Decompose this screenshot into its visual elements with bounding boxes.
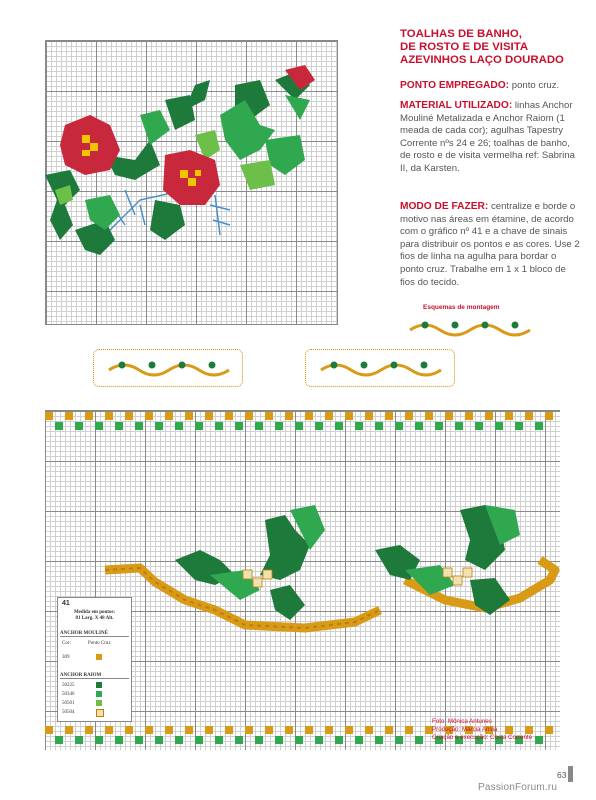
esquema-label: Esquemas de montagem xyxy=(423,304,500,311)
material-text: linhas Anchor Mouliné Metalizada e Anchor Raiom (1 meada de cada cor); agulhas Tapestry Corrente nºs 24 e 26; toalhas de banho, de rosto e de visita vermelha ref: Sabrina II, da Karsten. xyxy=(400,100,575,174)
raiom-row-3: 50501 xyxy=(62,701,75,706)
modo-text: centralize e borde o motivo nas áreas em étamine, de acordo com o gráfico nº 41 e a chave de sinais para distribuir os pontos e as cores. Use 2 fios de linha na agulha para bordar o ponto cruz. Trabalhe em 1 x 1 bloco de fios do tecido. xyxy=(400,201,580,288)
page-marker-bar xyxy=(568,766,573,782)
modo-paragraph xyxy=(400,201,580,289)
cream-swatch xyxy=(96,709,104,717)
dark-green-swatch xyxy=(96,682,102,688)
ponto-text: ponto cruz. xyxy=(509,80,560,91)
material-paragraph xyxy=(400,100,580,176)
title-line-1: TOALHAS DE BANHO, xyxy=(400,28,522,40)
credit-production: Produção: Márcia Ansia xyxy=(432,725,498,733)
col-ponto: Ponto Cruz xyxy=(88,641,111,646)
measure-line-1: Medida em pontos: xyxy=(73,610,116,615)
green-swatch xyxy=(96,691,102,697)
title-line-3: AZEVINHOS LAÇO DOURADO xyxy=(400,54,564,66)
article-title xyxy=(400,28,585,67)
mouline-title: ANCHOR MOULINÉ xyxy=(60,631,129,637)
photo-credits xyxy=(432,718,532,741)
raiom-title: ANCHOR RAIOM xyxy=(60,673,129,679)
title-line-2: DE ROSTO E DE VISITA xyxy=(400,41,529,53)
raiom-row-2: 50346 xyxy=(62,692,75,697)
col-cor: Cor: xyxy=(62,641,71,646)
modo-heading: MODO DE FAZER: xyxy=(400,201,489,212)
ponto-heading: PONTO EMPREGADO: xyxy=(400,80,510,91)
esquema-border-sample xyxy=(405,318,535,338)
ponto-paragraph xyxy=(400,80,580,93)
credit-creation: Criação e execução: Costa Corrente xyxy=(432,733,533,741)
mouline-row-309: 309 xyxy=(62,655,70,660)
towel-right-motif xyxy=(306,350,453,385)
color-key-legend xyxy=(57,597,132,722)
towel-schematic-right xyxy=(305,349,455,387)
raiom-row-4: 50504 xyxy=(62,710,75,715)
light-green-swatch xyxy=(96,700,102,706)
towel-left-motif xyxy=(94,350,241,385)
credit-photo: Foto: Mônica Antunes xyxy=(432,718,492,725)
page-number: 63 xyxy=(557,770,567,780)
holly-flower-motif xyxy=(45,40,338,325)
chart-number: 41 xyxy=(62,600,70,607)
towel-schematic-left xyxy=(93,349,243,387)
raiom-row-1: 50225 xyxy=(62,683,75,688)
measure-line-2: 81 Larg. X 48 Alt. xyxy=(75,616,114,621)
material-heading: MATERIAL UTILIZADO: xyxy=(400,100,513,111)
gold-swatch xyxy=(96,654,102,660)
watermark: PassionForum.ru xyxy=(478,782,558,793)
